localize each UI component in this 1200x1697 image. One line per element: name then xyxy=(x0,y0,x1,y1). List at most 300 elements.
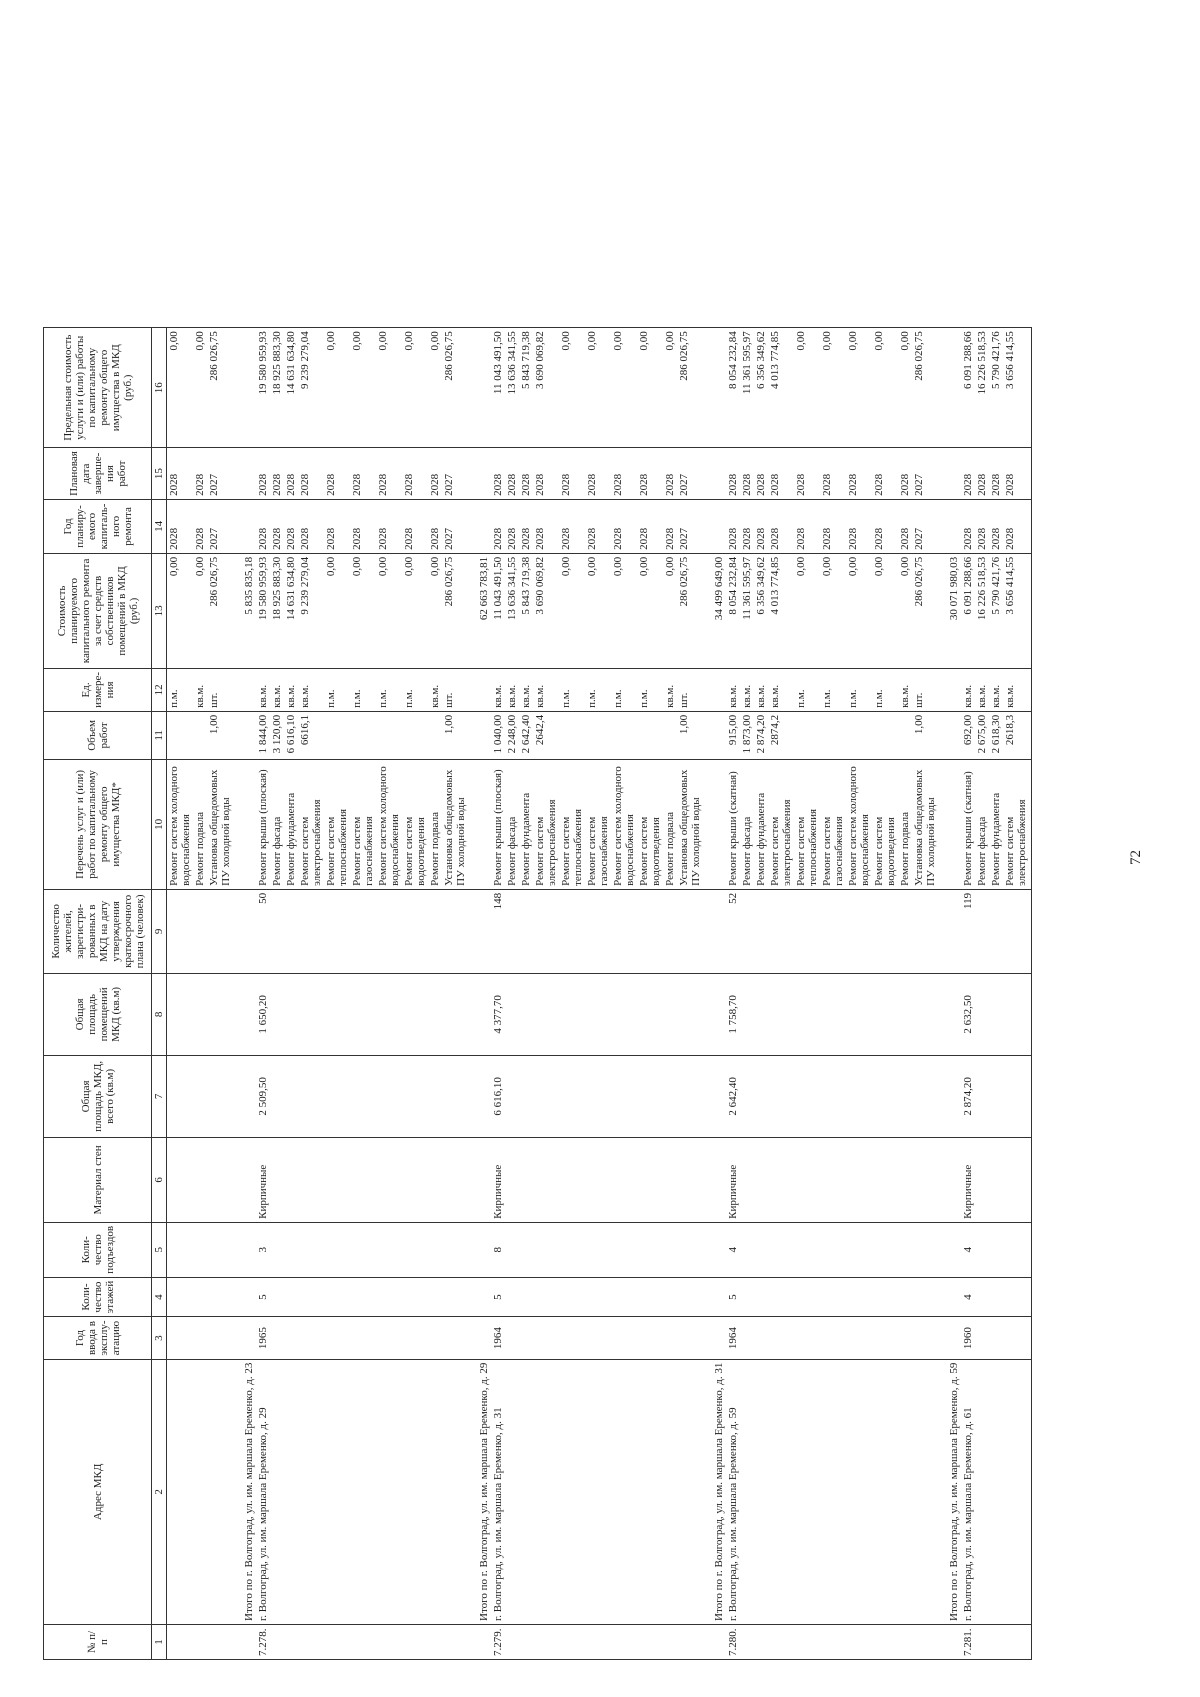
cell-no xyxy=(794,1625,820,1660)
cell-wall xyxy=(442,1137,468,1222)
cell-limit xyxy=(233,328,256,448)
cell-area-total xyxy=(350,1055,376,1137)
cell-year xyxy=(703,499,726,553)
table-row xyxy=(912,328,938,1660)
cell-year-built xyxy=(611,1317,637,1359)
cell-year-built xyxy=(703,1317,726,1359)
cell-end: 2027 xyxy=(442,448,468,500)
table-row xyxy=(270,328,284,1660)
cell-floors xyxy=(298,1277,324,1317)
cell-addr xyxy=(402,1359,428,1624)
cell-limit: 5 843 719,38 xyxy=(519,328,533,448)
table-row xyxy=(820,328,846,1660)
column-number: 7 xyxy=(152,1055,167,1137)
cell-work xyxy=(233,759,256,889)
table-bottom-cell xyxy=(1029,973,1032,1055)
cell-area-total xyxy=(898,1055,912,1137)
cell-year: 2028 xyxy=(256,499,270,553)
cell-unit xyxy=(703,668,726,711)
cell-year-built xyxy=(912,1317,938,1359)
cell-area-total xyxy=(505,1055,519,1137)
cell-limit: 0,00 xyxy=(559,328,585,448)
cell-vol xyxy=(585,711,611,759)
table-row xyxy=(989,328,1003,1660)
cell-end: 2028 xyxy=(820,448,846,500)
cell-area-prem xyxy=(468,973,491,1055)
cell-work: Установка общедомовых ПУ холодной воды xyxy=(912,759,938,889)
cell-cost: 0,00 xyxy=(663,553,677,668)
cell-residents xyxy=(324,889,350,973)
cell-year: 2028 xyxy=(402,499,428,553)
cell-residents xyxy=(376,889,402,973)
table-row xyxy=(442,328,468,1660)
cell-area-total xyxy=(938,1055,961,1137)
cell-area-total xyxy=(559,1055,585,1137)
cell-limit: 0,00 xyxy=(846,328,872,448)
cell-floors xyxy=(663,1277,677,1317)
cell-area-total xyxy=(872,1055,898,1137)
cell-work: Ремонт систем водоотведения xyxy=(637,759,663,889)
cell-work: Установка общедомовых ПУ холодной воды xyxy=(677,759,703,889)
cell-residents xyxy=(663,889,677,973)
cell-unit: кв.м. xyxy=(768,668,794,711)
cell-year-built: 1964 xyxy=(726,1317,740,1359)
cell-limit xyxy=(703,328,726,448)
column-header: Общая площадь МКД, всего (кв.м) xyxy=(44,1055,152,1137)
column-header: Коли-чество этажей xyxy=(44,1277,152,1317)
cell-year-built xyxy=(207,1317,233,1359)
cell-cost: 34 499 649,00 xyxy=(703,553,726,668)
cell-year: 2028 xyxy=(585,499,611,553)
cell-residents xyxy=(898,889,912,973)
table-row xyxy=(585,328,611,1660)
cell-floors xyxy=(376,1277,402,1317)
cell-area-prem xyxy=(820,973,846,1055)
cell-no xyxy=(442,1625,468,1660)
cell-residents xyxy=(519,889,533,973)
cell-unit xyxy=(233,668,256,711)
cell-residents xyxy=(637,889,663,973)
cell-end: 2028 xyxy=(270,448,284,500)
cell-area-prem xyxy=(912,973,938,1055)
cell-floors xyxy=(677,1277,703,1317)
cell-no xyxy=(167,1625,194,1660)
cell-unit: кв.м. xyxy=(740,668,754,711)
cell-area-total xyxy=(740,1055,754,1137)
column-header: Адрес МКД xyxy=(44,1359,152,1624)
cell-area-total xyxy=(820,1055,846,1137)
cell-year-built: 1960 xyxy=(961,1317,975,1359)
cell-work: Ремонт фундамента xyxy=(284,759,298,889)
cell-vol xyxy=(637,711,663,759)
cell-limit: 6 091 288,66 xyxy=(961,328,975,448)
cell-area-prem xyxy=(677,973,703,1055)
cell-end: 2028 xyxy=(961,448,975,500)
cell-residents xyxy=(559,889,585,973)
cell-end: 2028 xyxy=(872,448,898,500)
cell-limit: 11 043 491,50 xyxy=(491,328,505,448)
cell-cost: 0,00 xyxy=(872,553,898,668)
cell-vol xyxy=(428,711,442,759)
cell-no xyxy=(233,1625,256,1660)
cell-area-total xyxy=(442,1055,468,1137)
cell-area-total xyxy=(324,1055,350,1137)
cell-limit: 5 790 421,76 xyxy=(989,328,1003,448)
cell-floors xyxy=(284,1277,298,1317)
cell-vol: 1,00 xyxy=(207,711,233,759)
cell-area-total: 2 874,20 xyxy=(961,1055,975,1137)
cell-area-total: 2 509,50 xyxy=(256,1055,270,1137)
cell-limit: 18 925 883,30 xyxy=(270,328,284,448)
cell-area-prem xyxy=(284,973,298,1055)
cell-floors xyxy=(559,1277,585,1317)
column-number: 11 xyxy=(152,711,167,759)
cell-no xyxy=(519,1625,533,1660)
cell-cost: 18 925 883,30 xyxy=(270,553,284,668)
table-bottom-cell xyxy=(1029,499,1032,553)
cell-entrances xyxy=(754,1222,768,1277)
cell-year: 2028 xyxy=(794,499,820,553)
cell-work xyxy=(938,759,961,889)
cell-year-built xyxy=(768,1317,794,1359)
cell-vol: 1 844,00 xyxy=(256,711,270,759)
cell-end: 2028 xyxy=(193,448,207,500)
cell-end: 2028 xyxy=(505,448,519,500)
cell-end: 2028 xyxy=(559,448,585,500)
cell-addr xyxy=(298,1359,324,1624)
cell-no xyxy=(284,1625,298,1660)
cell-work: Ремонт систем холодного водоснабжения xyxy=(167,759,194,889)
cell-cost: 286 026,75 xyxy=(677,553,703,668)
cell-year-built xyxy=(298,1317,324,1359)
cell-year-built xyxy=(376,1317,402,1359)
cell-no xyxy=(611,1625,637,1660)
cell-addr xyxy=(677,1359,703,1624)
cell-year-built xyxy=(754,1317,768,1359)
cell-floors xyxy=(975,1277,989,1317)
column-header: Плановая дата заверше-ния работ xyxy=(44,448,152,500)
cell-addr xyxy=(442,1359,468,1624)
cell-addr xyxy=(207,1359,233,1624)
cell-addr xyxy=(585,1359,611,1624)
cell-no xyxy=(703,1625,726,1660)
cell-vol: 1 040,00 xyxy=(491,711,505,759)
cell-wall xyxy=(663,1137,677,1222)
cell-cost: 11 361 595,97 xyxy=(740,553,754,668)
cell-year-built xyxy=(938,1317,961,1359)
cell-no xyxy=(559,1625,585,1660)
cell-work: Ремонт систем газоснабжения xyxy=(820,759,846,889)
cell-entrances xyxy=(989,1222,1003,1277)
cell-end: 2028 xyxy=(350,448,376,500)
cell-end: 2028 xyxy=(1003,448,1029,500)
cell-wall xyxy=(975,1137,989,1222)
cell-no xyxy=(193,1625,207,1660)
cell-year: 2028 xyxy=(637,499,663,553)
cell-end: 2028 xyxy=(533,448,559,500)
table-row xyxy=(376,328,402,1660)
cell-area-prem xyxy=(872,973,898,1055)
column-number: 8 xyxy=(152,973,167,1055)
cell-wall xyxy=(519,1137,533,1222)
cell-area-total: 2 642,40 xyxy=(726,1055,740,1137)
cell-vol xyxy=(167,711,194,759)
cell-entrances xyxy=(350,1222,376,1277)
cell-vol xyxy=(350,711,376,759)
cell-cost: 286 026,75 xyxy=(912,553,938,668)
cell-area-total xyxy=(207,1055,233,1137)
column-header: Год планиру-емого капиталь-ного ремонта xyxy=(44,499,152,553)
cell-year: 2028 xyxy=(975,499,989,553)
cell-limit: 9 239 279,04 xyxy=(298,328,324,448)
cell-end: 2028 xyxy=(324,448,350,500)
cell-addr xyxy=(898,1359,912,1624)
cell-area-prem xyxy=(193,973,207,1055)
table-row xyxy=(491,328,505,1660)
cell-work: Ремонт крыши (плоская) xyxy=(256,759,270,889)
cell-limit xyxy=(938,328,961,448)
cell-entrances xyxy=(533,1222,559,1277)
cell-unit: п.м. xyxy=(794,668,820,711)
cell-floors xyxy=(637,1277,663,1317)
cell-year: 2028 xyxy=(740,499,754,553)
cell-vol xyxy=(468,711,491,759)
cell-wall xyxy=(468,1137,491,1222)
column-number: 16 xyxy=(152,328,167,448)
cell-no: 7.281. xyxy=(961,1625,975,1660)
cell-floors xyxy=(233,1277,256,1317)
cell-unit: шт. xyxy=(207,668,233,711)
cell-unit: п.м. xyxy=(559,668,585,711)
table-bottom-cell xyxy=(1029,448,1032,500)
cell-addr xyxy=(768,1359,794,1624)
cell-year: 2028 xyxy=(350,499,376,553)
cell-addr xyxy=(559,1359,585,1624)
cell-entrances: 4 xyxy=(726,1222,740,1277)
cell-wall xyxy=(533,1137,559,1222)
cell-no xyxy=(989,1625,1003,1660)
cell-residents xyxy=(872,889,898,973)
cell-entrances xyxy=(442,1222,468,1277)
cell-addr xyxy=(611,1359,637,1624)
cell-unit: п.м. xyxy=(872,668,898,711)
cell-unit xyxy=(938,668,961,711)
cell-wall xyxy=(270,1137,284,1222)
cell-residents xyxy=(585,889,611,973)
cell-limit: 0,00 xyxy=(193,328,207,448)
cell-residents xyxy=(820,889,846,973)
cell-floors: 5 xyxy=(256,1277,270,1317)
cell-year-built xyxy=(324,1317,350,1359)
cell-vol xyxy=(324,711,350,759)
table-bottom xyxy=(1029,328,1032,1660)
cell-no xyxy=(428,1625,442,1660)
cell-work: Ремонт фундамента xyxy=(519,759,533,889)
column-header: Общая площадь помещений МКД (кв.м) xyxy=(44,973,152,1055)
cell-area-prem xyxy=(402,973,428,1055)
cell-year: 2028 xyxy=(428,499,442,553)
cell-entrances xyxy=(1003,1222,1029,1277)
cell-addr xyxy=(740,1359,754,1624)
cell-vol: 1 873,00 xyxy=(740,711,754,759)
cell-end: 2028 xyxy=(611,448,637,500)
cell-limit: 0,00 xyxy=(794,328,820,448)
cell-no xyxy=(468,1625,491,1660)
cell-no xyxy=(585,1625,611,1660)
cell-year-built xyxy=(872,1317,898,1359)
cell-area-prem xyxy=(428,973,442,1055)
table-bottom-cell xyxy=(1029,1277,1032,1317)
cell-area-prem xyxy=(768,973,794,1055)
column-number: 9 xyxy=(152,889,167,973)
cell-residents xyxy=(284,889,298,973)
cell-end: 2028 xyxy=(402,448,428,500)
cell-cost: 0,00 xyxy=(611,553,637,668)
column-number: 12 xyxy=(152,668,167,711)
cell-entrances: 8 xyxy=(491,1222,505,1277)
cell-entrances xyxy=(402,1222,428,1277)
cell-floors xyxy=(167,1277,194,1317)
cell-unit: п.м. xyxy=(402,668,428,711)
cell-limit: 14 631 634,80 xyxy=(284,328,298,448)
cell-year-built xyxy=(677,1317,703,1359)
cell-cost: 3 690 069,82 xyxy=(533,553,559,668)
cell-cost: 3 656 414,55 xyxy=(1003,553,1029,668)
cell-year: 2028 xyxy=(491,499,505,553)
cell-year-built xyxy=(284,1317,298,1359)
cell-unit: п.м. xyxy=(167,668,194,711)
cell-vol: 3 120,00 xyxy=(270,711,284,759)
cell-cost: 0,00 xyxy=(820,553,846,668)
cell-unit: шт. xyxy=(442,668,468,711)
cell-addr xyxy=(637,1359,663,1624)
column-number: 3 xyxy=(152,1317,167,1359)
cell-area-prem: 1 650,20 xyxy=(256,973,270,1055)
cell-residents: 148 xyxy=(491,889,505,973)
cell-floors xyxy=(898,1277,912,1317)
cell-year-built xyxy=(740,1317,754,1359)
cell-unit: кв.м. xyxy=(726,668,740,711)
cell-residents xyxy=(468,889,491,973)
cell-end xyxy=(703,448,726,500)
cell-unit: п.м. xyxy=(820,668,846,711)
cell-limit: 0,00 xyxy=(167,328,194,448)
cell-cost: 11 043 491,50 xyxy=(491,553,505,668)
cell-area-total xyxy=(1003,1055,1029,1137)
cell-addr xyxy=(663,1359,677,1624)
cell-cost: 5 843 719,38 xyxy=(519,553,533,668)
cell-limit: 0,00 xyxy=(611,328,637,448)
cell-no xyxy=(376,1625,402,1660)
cell-residents xyxy=(442,889,468,973)
cell-residents xyxy=(270,889,284,973)
cell-residents: 52 xyxy=(726,889,740,973)
cell-area-prem xyxy=(442,973,468,1055)
cell-floors xyxy=(846,1277,872,1317)
cell-vol xyxy=(938,711,961,759)
table-row xyxy=(637,328,663,1660)
repair-plan-table xyxy=(43,327,1032,1660)
table-bottom-cell xyxy=(1029,1222,1032,1277)
cell-limit: 8 054 232,84 xyxy=(726,328,740,448)
cell-wall xyxy=(768,1137,794,1222)
cell-wall xyxy=(794,1137,820,1222)
header-row xyxy=(44,328,152,1660)
cell-entrances xyxy=(794,1222,820,1277)
cell-wall xyxy=(428,1137,442,1222)
table-bottom-cell xyxy=(1029,328,1032,448)
column-number-row xyxy=(152,328,167,1660)
cell-floors xyxy=(585,1277,611,1317)
cell-year xyxy=(468,499,491,553)
table-row xyxy=(519,328,533,1660)
cell-end: 2028 xyxy=(754,448,768,500)
cell-limit: 0,00 xyxy=(820,328,846,448)
cell-area-total xyxy=(585,1055,611,1137)
cell-vol: 1,00 xyxy=(677,711,703,759)
cell-area-total xyxy=(298,1055,324,1137)
cell-limit: 16 226 518,53 xyxy=(975,328,989,448)
cell-vol xyxy=(663,711,677,759)
cell-limit: 286 026,75 xyxy=(677,328,703,448)
cell-floors xyxy=(611,1277,637,1317)
cell-year: 2028 xyxy=(519,499,533,553)
cell-floors xyxy=(350,1277,376,1317)
cell-entrances xyxy=(428,1222,442,1277)
cell-unit: шт. xyxy=(677,668,703,711)
cell-year-built xyxy=(350,1317,376,1359)
cell-work: Установка общедомовых ПУ холодной воды xyxy=(207,759,233,889)
cell-area-prem xyxy=(559,973,585,1055)
cell-no xyxy=(350,1625,376,1660)
cell-limit: 0,00 xyxy=(350,328,376,448)
cell-end: 2028 xyxy=(794,448,820,500)
cell-area-prem xyxy=(740,973,754,1055)
cell-limit xyxy=(468,328,491,448)
cell-vol xyxy=(846,711,872,759)
cell-addr: г. Волгоград, ул. им. маршала Еременко, д. 59 xyxy=(726,1359,740,1624)
cell-area-total xyxy=(975,1055,989,1137)
cell-cost: 16 226 518,53 xyxy=(975,553,989,668)
cell-year: 2028 xyxy=(872,499,898,553)
cell-addr xyxy=(376,1359,402,1624)
cell-residents: 119 xyxy=(961,889,975,973)
cell-vol xyxy=(233,711,256,759)
cell-floors xyxy=(505,1277,519,1317)
cell-addr xyxy=(872,1359,898,1624)
cell-no xyxy=(207,1625,233,1660)
cell-no: 7.278. xyxy=(256,1625,270,1660)
cell-work: Ремонт фундамента xyxy=(754,759,768,889)
cell-year: 2028 xyxy=(559,499,585,553)
cell-wall xyxy=(585,1137,611,1222)
table-row xyxy=(740,328,754,1660)
cell-wall xyxy=(350,1137,376,1222)
cell-limit: 19 580 959,93 xyxy=(256,328,270,448)
cell-residents xyxy=(533,889,559,973)
cell-limit: 286 026,75 xyxy=(207,328,233,448)
cell-addr: Итого по г. Волгоград, ул. им. маршала Еременко, д. 59 xyxy=(938,1359,961,1624)
cell-area-prem xyxy=(324,973,350,1055)
cell-floors xyxy=(938,1277,961,1317)
column-number: 14 xyxy=(152,499,167,553)
cell-vol xyxy=(193,711,207,759)
cell-end: 2028 xyxy=(428,448,442,500)
cell-work: Ремонт систем теплоснабжения xyxy=(794,759,820,889)
cell-vol xyxy=(559,711,585,759)
cell-area-total xyxy=(768,1055,794,1137)
cell-residents xyxy=(233,889,256,973)
